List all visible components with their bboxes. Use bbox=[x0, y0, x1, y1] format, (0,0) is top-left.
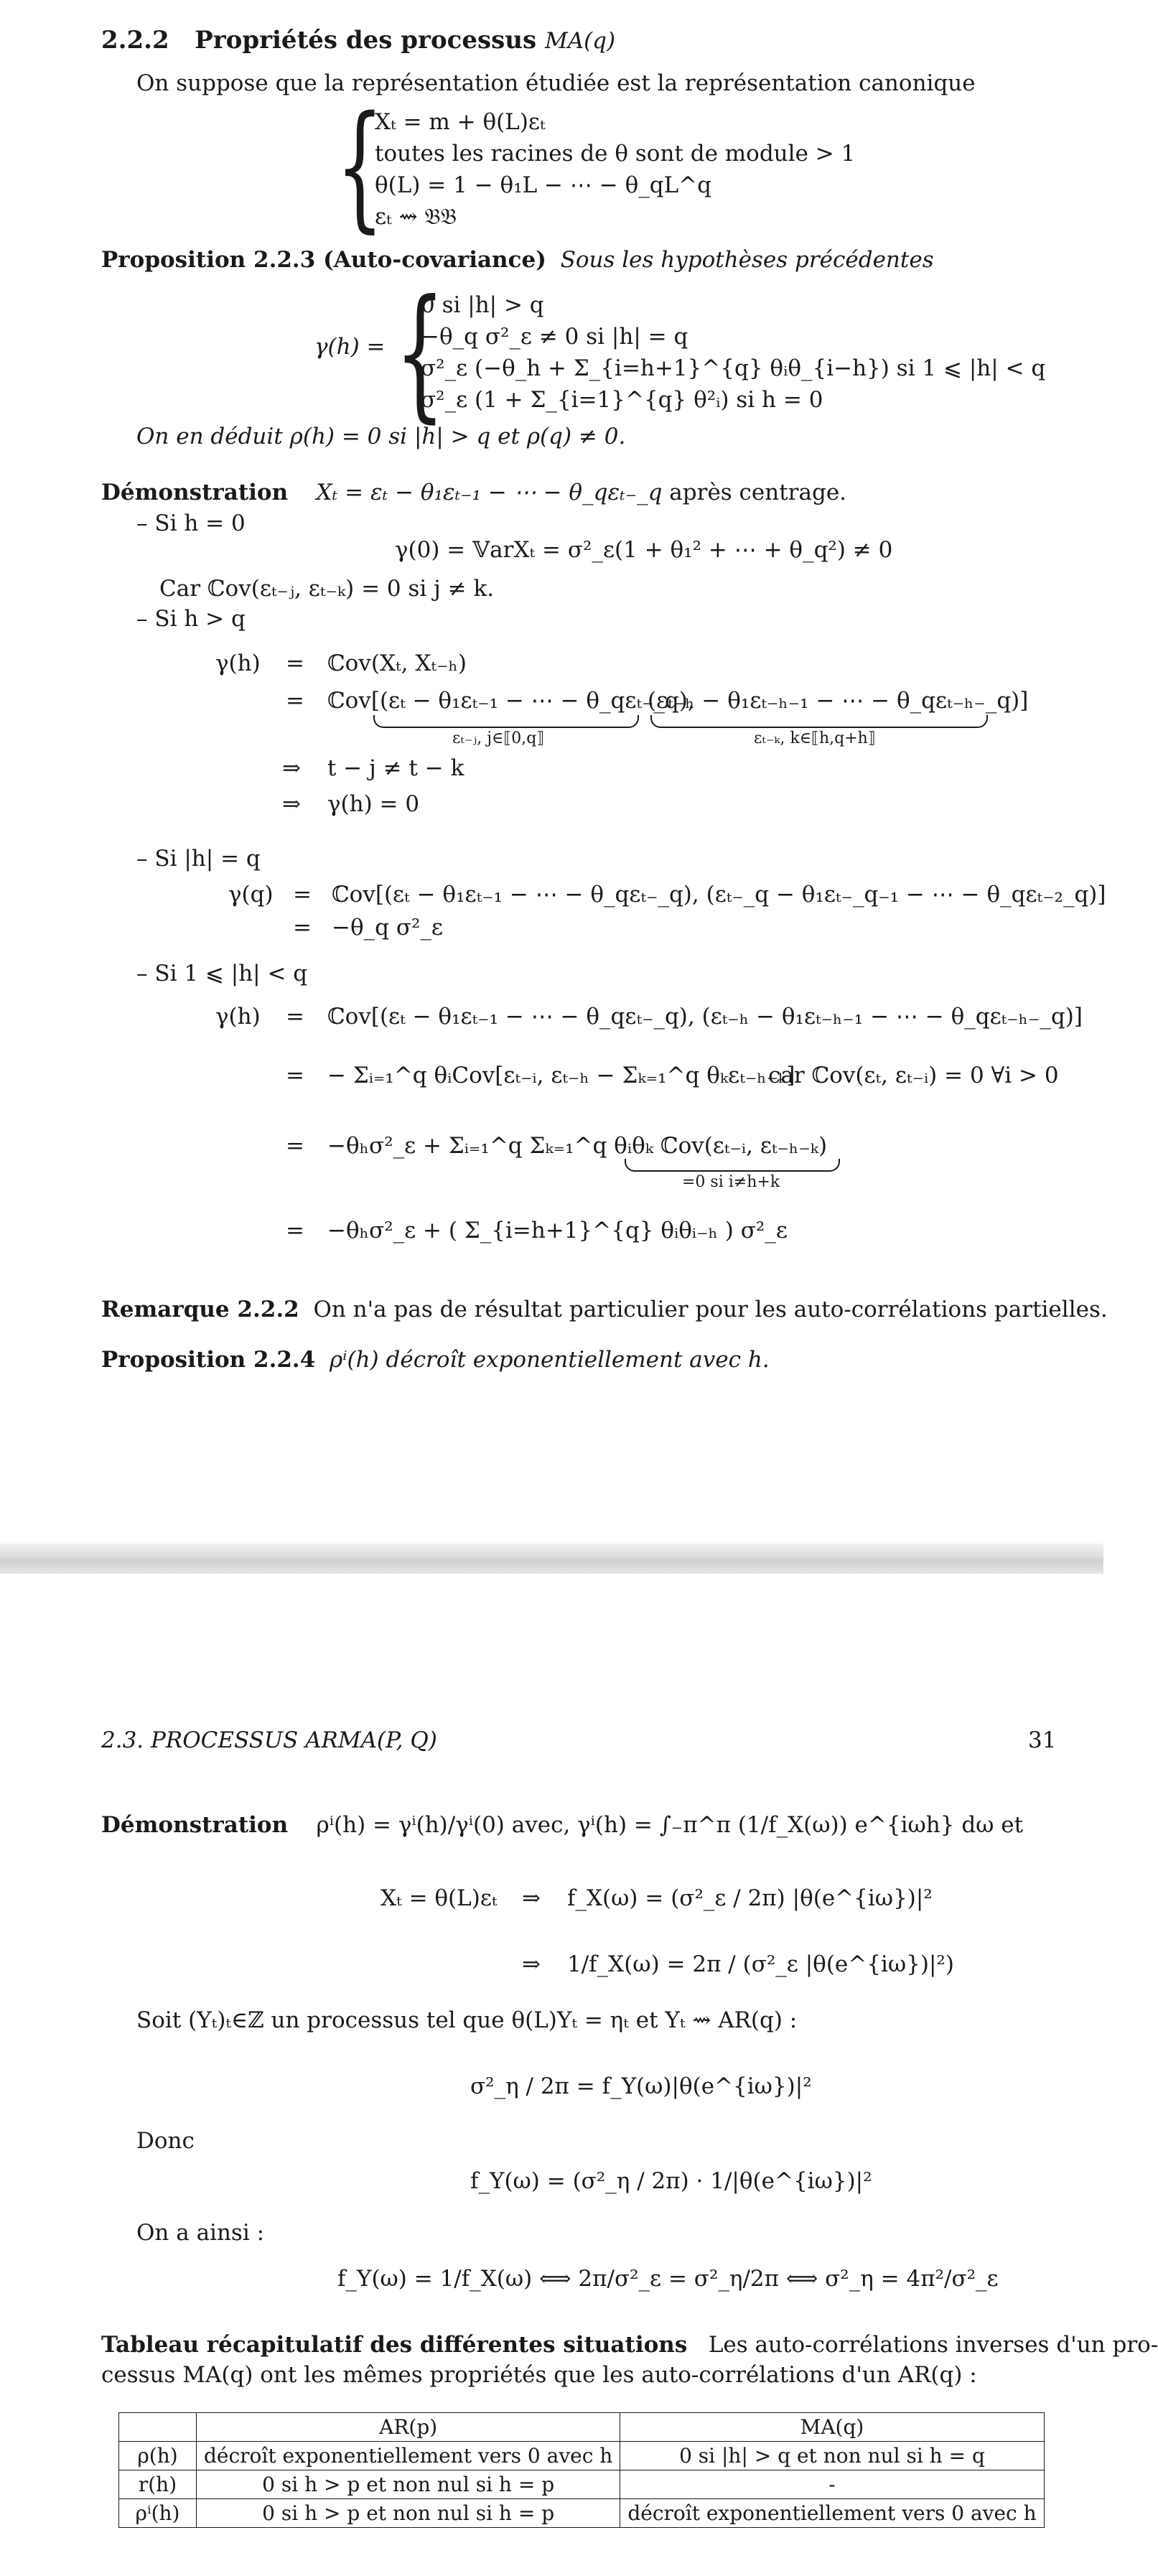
eq-sign: = bbox=[286, 1133, 304, 1159]
prop224-text: ρⁱ(h) décroît exponentiellement avec h. bbox=[330, 1347, 770, 1373]
case-hgtq-l2a: ℂov[(εₜ − θ₁εₜ₋₁ − ⋯ − θ_qεₜ₋_q), bbox=[327, 688, 695, 714]
underbrace-c bbox=[625, 1159, 840, 1172]
case-hgtq-lhs: γ(h) bbox=[215, 650, 261, 676]
cases-brace: { bbox=[395, 269, 445, 437]
case-hgtq-title: – Si h > q bbox=[136, 606, 246, 632]
case-hltq-l3: −θₕσ²_ε + Σᵢ₌₁^q Σₖ₌₁^q θᵢθₖ ℂov(εₜ₋ᵢ, εₜ₋ₕ₋ₖ) bbox=[327, 1133, 828, 1159]
case-heqq-l1: ℂov[(εₜ − θ₁εₜ₋₁ − ⋯ − θ_qεₜ₋_q), (εₜ₋_q − θ₁εₜ₋_q₋₁ − ⋯ − θ_qεₜ₋₂_q)] bbox=[332, 882, 1106, 907]
eq-sign: = bbox=[286, 1004, 304, 1030]
soit-text: Soit (Yₜ)ₜ∈ℤ un processus tel que θ(L)Yₜ = ηₜ et Yₜ ⇝ AR(q) : bbox=[136, 2007, 798, 2033]
case-hltq-l1: ℂov[(εₜ − θ₁εₜ₋₁ − ⋯ − θ_qεₜ₋_q), (εₜ₋ₕ − θ₁εₜ₋ₕ₋₁ − ⋯ − θ_qεₜ₋ₕ₋_q)] bbox=[327, 1004, 1083, 1030]
demo2-line bbox=[101, 1811, 1023, 1839]
system-line-4: εₜ ⇝ 𝔅𝔅 bbox=[375, 204, 457, 230]
donc-text: Donc bbox=[136, 2128, 195, 2154]
underbrace-c-label: =0 si i≠h+k bbox=[682, 1173, 780, 1191]
case-2: −θ_q σ²_ε ≠ 0 si |h| = q bbox=[421, 324, 688, 350]
case-hltq-l2: − Σᵢ₌₁^q θᵢCov[εₜ₋ᵢ, εₜ₋ₕ − Σₖ₌₁^q θₖεₜ₋ₕ₋ₖ] bbox=[327, 1063, 795, 1088]
case-hgtq-l3: t − j ≠ t − k bbox=[327, 755, 464, 781]
recap-table-wrap bbox=[118, 2412, 1045, 2528]
table-header-cell: MA(q) bbox=[620, 2413, 1044, 2442]
prop-label: Proposition 2.2.3 (Auto-covariance) bbox=[101, 247, 546, 273]
eq2-rhs: 1/f_X(ω) = 2π / (σ²_ε |θ(e^{iω})|²) bbox=[567, 1951, 954, 1977]
underbrace-b-label: εₜ₋ₖ, k∈⟦h,q+h⟧ bbox=[754, 729, 876, 747]
ainsi-text: On a ainsi : bbox=[136, 2220, 265, 2246]
proposition-2-2-4 bbox=[101, 1345, 770, 1374]
page-2 bbox=[0, 1574, 1158, 2576]
table-cell: ρ(h) bbox=[119, 2442, 197, 2470]
case-h0-eq: γ(0) = 𝕍arXₜ = σ²_ε(1 + θ₁² + ⋯ + θ_q²) ≠ 0 bbox=[395, 537, 893, 563]
remark-text: On n'a pas de résultat particulier pour les auto-corrélations partielles. bbox=[313, 1297, 1108, 1322]
corollary: On en déduit ρ(h) = 0 si |h| > q et ρ(q) ≠ 0. bbox=[136, 424, 626, 449]
table-cell: 0 si |h| > q et non nul si h = q bbox=[620, 2442, 1044, 2470]
tableau-text-1: Les auto-corrélations inverses d'un pro- bbox=[708, 2332, 1158, 2358]
case-hltq-title: – Si 1 ⩽ |h| < q bbox=[136, 961, 308, 986]
eq1-rhs: f_X(ω) = (σ²_ε / 2π) |θ(e^{iω})|² bbox=[567, 1885, 933, 1911]
system-line-2: toutes les racines de θ sont de module > 1 bbox=[375, 141, 856, 167]
eq-sign: = bbox=[286, 650, 304, 676]
tableau-intro bbox=[101, 2330, 1158, 2359]
case-1: 0 si |h| > q bbox=[421, 292, 544, 318]
case-hgtq-l1: ℂov(Xₜ, Xₜ₋ₕ) bbox=[327, 650, 467, 676]
system-line-3: θ(L) = 1 − θ₁L − ⋯ − θ_qL^q bbox=[375, 172, 711, 198]
eq-sign: = bbox=[293, 915, 312, 941]
table-cell: décroît exponentiellement vers 0 avec h bbox=[620, 2499, 1044, 2528]
underbrace-b bbox=[650, 715, 988, 728]
table-header-cell bbox=[119, 2413, 197, 2442]
demo-intro-text: après centrage. bbox=[669, 480, 847, 505]
implies-sign: ⇒ bbox=[282, 791, 301, 817]
case-hgtq-l4: γ(h) = 0 bbox=[327, 791, 420, 817]
table-row bbox=[119, 2499, 1045, 2528]
table-cell: - bbox=[620, 2470, 1044, 2499]
table-cell: décroît exponentiellement vers 0 avec h bbox=[197, 2442, 620, 2470]
table-header-row bbox=[119, 2413, 1045, 2442]
remark-label: Remarque 2.2.2 bbox=[101, 1297, 299, 1322]
page-number: 31 bbox=[1028, 1727, 1057, 1753]
section-title: Propriétés des processus bbox=[195, 26, 537, 55]
case-hgtq-l2b: (εₜ₋ₕ − θ₁εₜ₋ₕ₋₁ − ⋯ − θ_qεₜ₋ₕ₋_q)] bbox=[648, 688, 1029, 714]
implies-sign: ⇒ bbox=[522, 1885, 541, 1911]
case-4: σ²_ε (1 + Σ_{i=1}^{q} θ²ᵢ) si h = 0 bbox=[421, 387, 823, 413]
page-separator bbox=[0, 1544, 1103, 1574]
demo-heading bbox=[101, 478, 846, 507]
remark-2-2-2 bbox=[101, 1295, 1108, 1324]
section-number: 2.2.2 bbox=[101, 26, 169, 55]
demo2-label: Démonstration bbox=[101, 1812, 289, 1838]
table-cell: r(h) bbox=[119, 2470, 197, 2499]
implies-sign: ⇒ bbox=[522, 1951, 541, 1977]
system-line-1: Xₜ = m + θ(L)εₜ bbox=[375, 109, 546, 135]
eq3: σ²_η / 2π = f_Y(ω)|θ(e^{iω})|² bbox=[470, 2073, 812, 2099]
system-brace: { bbox=[336, 87, 384, 246]
eq-sign: = bbox=[293, 882, 312, 907]
section-math: MA(q) bbox=[544, 28, 616, 54]
implies-sign: ⇒ bbox=[282, 755, 301, 781]
eq-sign: = bbox=[286, 1218, 304, 1243]
case-heqq-title: – Si |h| = q bbox=[136, 846, 261, 872]
table-cell: 0 si h > p et non nul si h = p bbox=[197, 2470, 620, 2499]
case-hltq-l4: −θₕσ²_ε + ( Σ_{i=h+1}^{q} θᵢθᵢ₋ₕ ) σ²_ε bbox=[327, 1218, 788, 1243]
case-hltq-lhs: γ(h) bbox=[215, 1004, 261, 1030]
tableau-text-2: cessus MA(q) ont les mêmes propriétés que les auto-corrélations d'un AR(q) : bbox=[101, 2362, 977, 2388]
gamma-lhs: γ(h) = bbox=[314, 334, 386, 360]
case-3: σ²_ε (−θ_h + Σ_{i=h+1}^{q} θᵢθ_{i−h}) si 1 ⩽ |h| < q bbox=[421, 355, 1046, 381]
section-heading bbox=[101, 26, 615, 55]
running-header: 2.3. PROCESSUS ARMA(P, Q) bbox=[101, 1727, 437, 1753]
demo2-text: ρⁱ(h) = γⁱ(h)/γⁱ(0) avec, γⁱ(h) = ∫₋π^π (1/f_X(ω)) e^{iωh} dω et bbox=[316, 1812, 1024, 1838]
eq5: f_Y(ω) = 1/f_X(ω) ⟺ 2π/σ²_ε = σ²_η/2π ⟺ σ²_η = 4π²/σ²_ε bbox=[337, 2266, 999, 2292]
table-cell: 0 si h > p et non nul si h = p bbox=[197, 2499, 620, 2528]
case-h0-note: Car ℂov(εₜ₋ⱼ, εₜ₋ₖ) = 0 si j ≠ k. bbox=[159, 576, 495, 602]
demo-label: Démonstration bbox=[101, 480, 289, 505]
recap-table bbox=[118, 2412, 1045, 2528]
case-hltq-l2-note: car ℂov(εₜ, εₜ₋ᵢ) = 0 ∀i > 0 bbox=[768, 1063, 1059, 1088]
prop-text: Sous les hypothèses précédentes bbox=[560, 247, 934, 273]
eq1-lhs: Xₜ = θ(L)εₜ bbox=[380, 1885, 498, 1911]
case-heqq-lhs: γ(q) bbox=[228, 882, 274, 907]
intro-text: On suppose que la représentation étudiée est la représentation canonique bbox=[136, 70, 976, 96]
eq-sign: = bbox=[286, 1063, 304, 1088]
tableau-label: Tableau récapitulatif des différentes situations bbox=[101, 2332, 688, 2358]
table-cell: ρⁱ(h) bbox=[119, 2499, 197, 2528]
prop224-label: Proposition 2.2.4 bbox=[101, 1347, 316, 1373]
table-row bbox=[119, 2442, 1045, 2470]
underbrace-a bbox=[373, 715, 639, 728]
table-header-cell: AR(p) bbox=[197, 2413, 620, 2442]
case-heqq-l2: −θ_q σ²_ε bbox=[332, 915, 443, 941]
eq-sign: = bbox=[286, 688, 304, 714]
demo-intro-math: Xₜ = εₜ − θ₁εₜ₋₁ − ⋯ − θ_qεₜ₋_q bbox=[316, 480, 663, 505]
proposition-2-2-3 bbox=[101, 246, 934, 274]
case-h0-title: – Si h = 0 bbox=[136, 510, 246, 536]
table-row bbox=[119, 2470, 1045, 2499]
underbrace-a-label: εₜ₋ⱼ, j∈⟦0,q⟧ bbox=[452, 729, 545, 747]
eq4: f_Y(ω) = (σ²_η / 2π) · 1/|θ(e^{iω})|² bbox=[470, 2168, 872, 2194]
